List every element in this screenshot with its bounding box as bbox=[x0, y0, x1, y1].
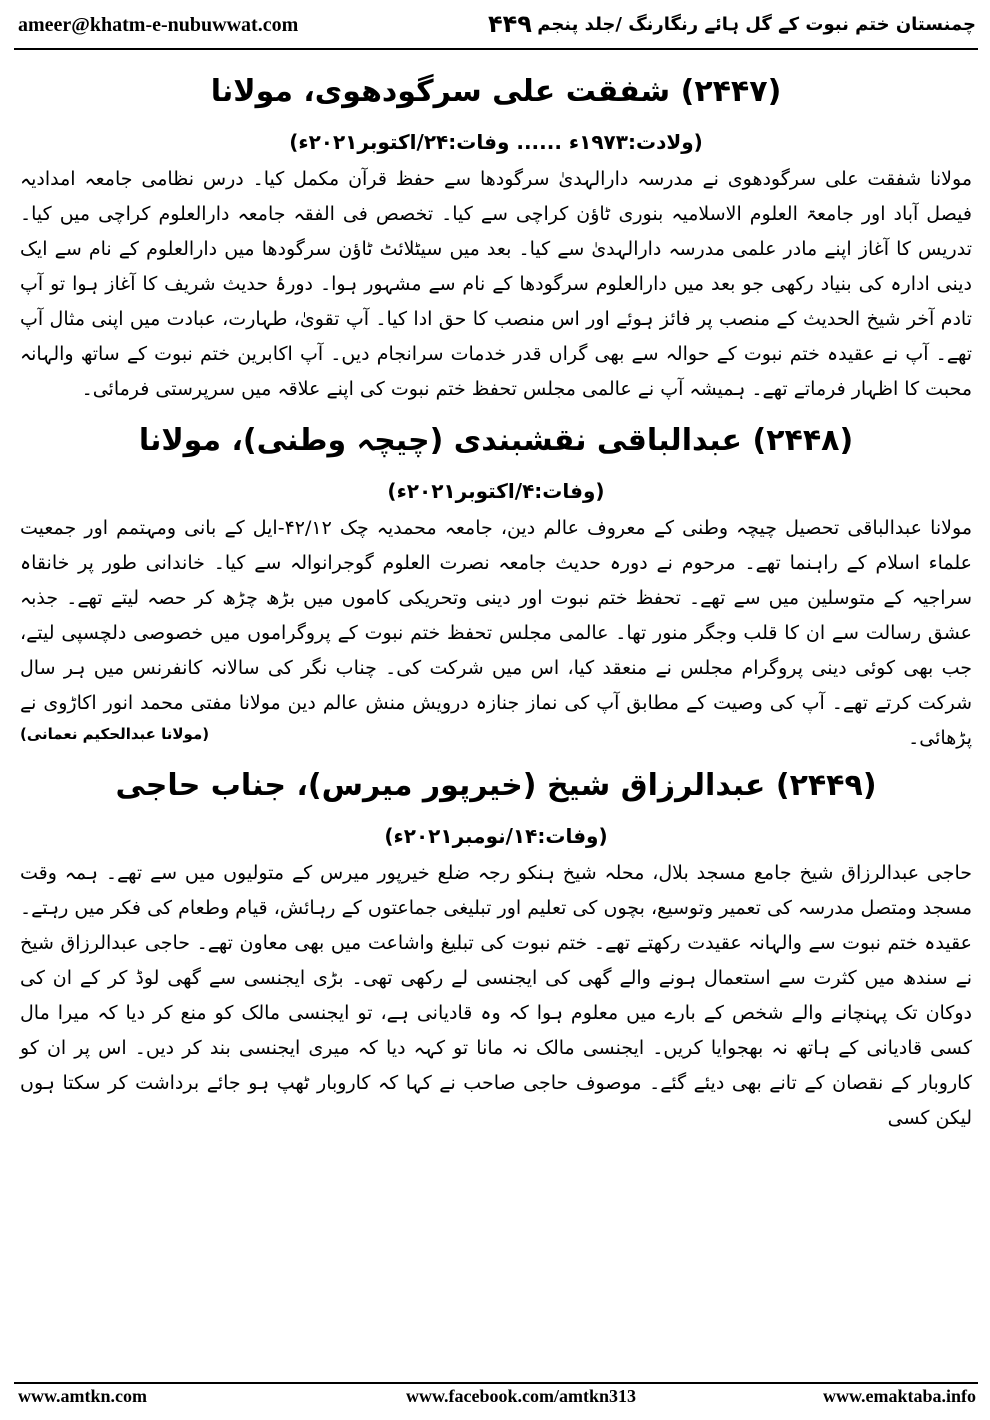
footer-divider bbox=[14, 1382, 978, 1384]
entry-2447 bbox=[20, 62, 972, 407]
entry-dates: (ولادت:۱۹۷۳ء ...... وفات:۲۴/اکتوبر۲۰۲۱ء) bbox=[289, 130, 703, 154]
entry-dates: (وفات:۴/اکتوبر۲۰۲۱ء) bbox=[387, 479, 605, 503]
header-divider bbox=[14, 48, 978, 50]
footer-link-facebook[interactable]: www.facebook.com/amtkn313 bbox=[406, 1386, 636, 1406]
entry-dates: (وفات:۱۴/نومبر۲۰۲۱ء) bbox=[384, 824, 608, 848]
page-footer bbox=[18, 1386, 976, 1412]
page-content bbox=[20, 62, 972, 1136]
page-number: ۴۴۹ bbox=[488, 10, 532, 38]
footer-link-amtkn[interactable]: www.amtkn.com bbox=[18, 1386, 147, 1406]
entry-heading: (۲۴۴۹) عبدالرزاق شیخ (خیرپور میرس)، جناب حاجی bbox=[115, 768, 877, 803]
entry-body: مولانا شفقت علی سرگودھوی نے مدرسہ دارالہدیٰ سرگودھا سے حفظ قرآن مکمل کیا۔ درس نظامی جامعہ امدادیہ فیصل آباد اور جامعۃ العلوم الاسلامیہ بنوری ٹاؤن کراچی سے کیا۔ تخصص فی الفقہ جامعہ دارالعلوم کراچی میں کیا۔ تدریس کا آغاز اپنے مادر علمی مدرسہ دارالہدیٰ سے کیا۔ بعد میں سیٹلائٹ ٹاؤن سرگودھا میں دارالعلوم کے نام سے ایک دینی ادارہ کی بنیاد رکھی جو بعد میں دارالعلوم سرگودھا کے نام سے مشہور ہوا۔ دورۂ حدیث شریف کا آغاز ہوا تو آپ تادم آخر شیخ الحدیث کے منصب پر فائز ہوئے اور اس منصب کا حق ادا کیا۔ آپ تقویٰ، طہارت، عبادت میں اپنی مثال آپ تھے۔ آپ نے عقیدہ ختم نبوت کے حوالہ سے بھی گراں قدر خدمات سرانجام دیں۔ آپ اکابرین ختم نبوت کے ساتھ والہانہ محبت کا اظہار فرماتے تھے۔ ہمیشہ آپ نے عالمی مجلس تحفظ ختم نبوت کی اپنے علاقہ میں سرپرستی فرمائی۔ bbox=[20, 168, 972, 400]
entry-2449 bbox=[20, 756, 972, 1136]
entry-2448 bbox=[20, 411, 972, 749]
page-header bbox=[18, 10, 976, 44]
entry-heading: (۲۴۴۷) شفقت علی سرگودھوی، مولانا bbox=[210, 74, 782, 109]
entry-body: حاجی عبدالرزاق شیخ جامع مسجد بلال، محلہ شیخ ہنکو رجہ ضلع خیرپور میرس کے متولیوں میں سے تھے۔ ہمہ وقت مسجد ومتصل مدرسہ کی تعمیر وتوسیع، بچوں کی تعلیم اور تبلیغی جماعتوں کے رہائش، قیام وطعام کی فکر میں رہتے۔ عقیدہ ختم نبوت سے والہانہ عقیدت رکھتے تھے۔ ختم نبوت کی تبلیغ واشاعت میں بھی معاون تھے۔ حاجی عبدالرزاق شیخ نے سندھ میں کثرت سے استعمال ہونے والے گھی کی ایجنسی لے رکھی تھی۔ بڑی ایجنسی سے گھی لوڈ کر کے ان کی دوکان تک پہنچانے والے شخص کے بارے میں معلوم ہوا کہ وہ قادیانی ہے، تو ایجنسی مالک کو منع کر دیا کہ میرا مال کسی قادیانی کے ہاتھ نہ بھجوایا کریں۔ ایجنسی مالک نہ مانا تو کہہ دیا کہ میری ایجنسی بند کر دیں۔ اس پر ان کو کاروبار کے نقصان کے تانے بھی دیئے گئے۔ موصوف حاجی صاحب نے کہا کہ کاروبار ٹھپ ہو جائے برداشت کر سکتا ہوں لیکن کسی bbox=[20, 862, 972, 1129]
entry-body: مولانا عبدالباقی تحصیل چیچہ وطنی کے معروف عالم دین، جامعہ محمدیہ چک ۴۲/۱۲-ایل کے بانی ومہتمم اور جمعیت علماء اسلام کے راہنما تھے۔ مرحوم نے دورہ حدیث جامعہ نصرت العلوم گوجرانوالہ سے کیا۔ خاندانی طور پر خانقاہ سراجیہ کے متوسلین میں سے تھے۔ تحفظ ختم نبوت اور دینی وتحریکی کاموں میں بڑھ چڑھ کر حصہ لیتے تھے۔ جذبہ عشق رسالت سے ان کا قلب وجگر منور تھا۔ عالمی مجلس تحفظ ختم نبوت کے پروگراموں میں خصوصی دلچسپی لیتے، جب بھی کوئی دینی پروگرام مجلس نے منعقد کیا، اس میں شرکت کی۔ چناب نگر کی سالانہ کانفرنس میں ہر سال شرکت کرتے تھے۔ آپ کی وصیت کے مطابق آپ کی نماز جنازہ درویش منش عالم دین مولانا مفتی محمد انور اکاڑوی نے پڑھائی۔ bbox=[20, 517, 972, 749]
entry-credit: (مولانا عبدالحکیم نعمانی) bbox=[20, 725, 210, 743]
book-title: چمنستان ختم نبوت کے گل ہائے رنگارنگ /جلد پنجم bbox=[537, 14, 976, 35]
entry-heading: (۲۴۴۸) عبدالباقی نقشبندی (چیچہ وطنی)، مولانا bbox=[138, 423, 854, 458]
header-email: ameer@khatm-e-nubuwwat.com bbox=[18, 14, 299, 36]
footer-link-emaktaba[interactable]: www.emaktaba.info bbox=[822, 1386, 976, 1406]
